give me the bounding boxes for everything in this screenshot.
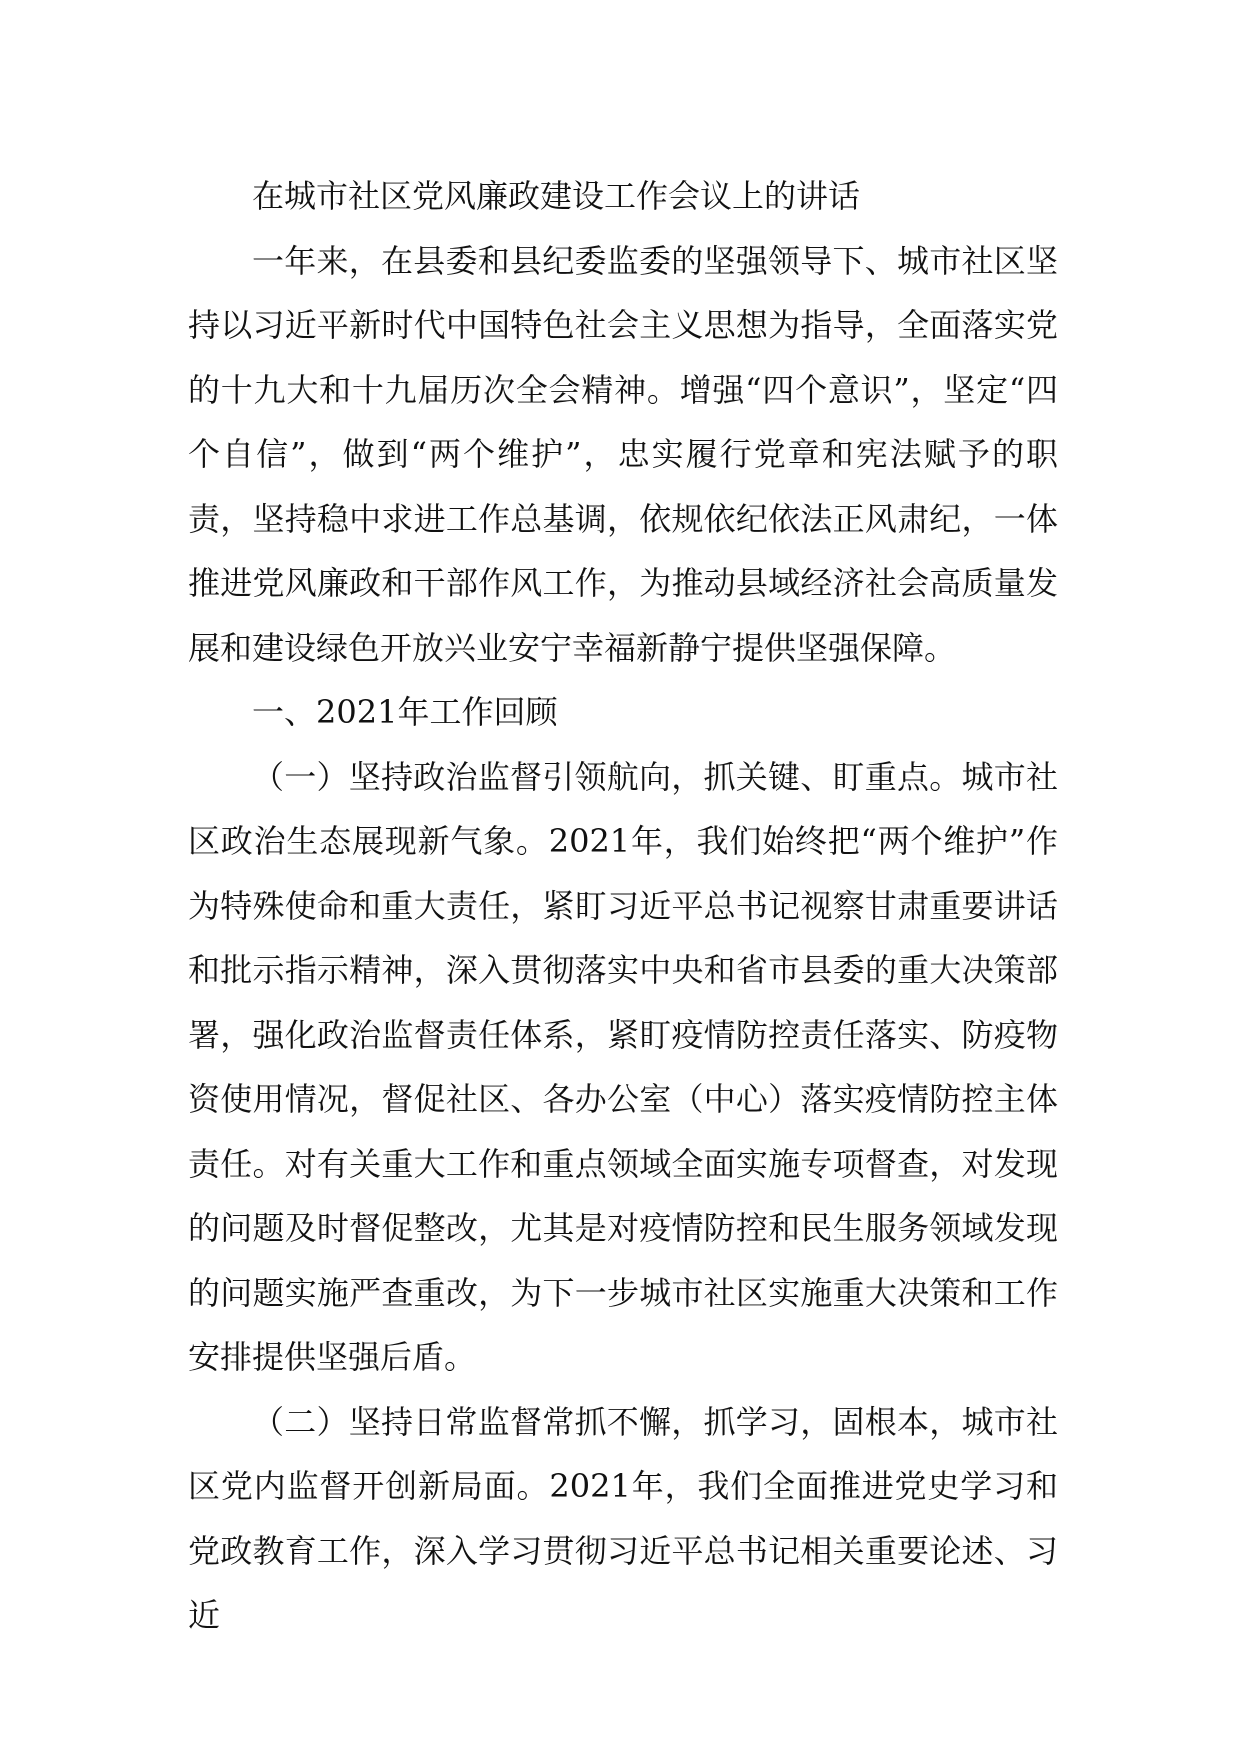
paragraph-political-supervision: （一）坚持政治监督引领航向，抓关键、盯重点。城市社区政治生态展现新气象。2021年，我们始终把“两个维护”作为特殊使命和重大责任，紧盯习近平总书记视察甘肃重要讲话和批示指示精神，深入贯彻落实中央和省市县委的重大决策部署，强化政治监督责任体系，紧盯疫情防控责任落实、防疫物资使用情况，督促社区、各办公室（中心）落实疫情防控主体责任。对有关重大工作和重点领域全面实施专项督查，对发现的问题及时督促整改，尤其是对疫情防控和民生服务领域发现的问题实施严查重改，为下一步城市社区实施重大决策和工作安排提供坚强后盾。 bbox=[188, 757, 1058, 1376]
document-body bbox=[188, 164, 1058, 1648]
section-heading-review: 一、2021年工作回顾 bbox=[252, 693, 558, 731]
document-title: 在城市社区党风廉政建设工作会议上的讲话 bbox=[252, 177, 861, 215]
paragraph-intro: 一年来，在县委和县纪委监委的坚强领导下、城市社区坚持以习近平新时代中国特色社会主义思想为指导，全面落实党的十九大和十九届历次全会精神。增强“四个意识”，坚定“四个自信”，做到“两个维护”，忠实履行党章和宪法赋予的职责，坚持稳中求进工作总基调，依规依纪依法正风肃纪，一体推进党风廉政和干部作风工作，为推动县域经济社会高质量发展和建设绿色开放兴业安宁幸福新静宁提供坚强保障。 bbox=[188, 241, 1058, 667]
paragraph-daily-supervision: （二）坚持日常监督常抓不懈，抓学习，固根本，城市社区党内监督开创新局面。2021年，我们全面推进党史学习和党政教育工作，深入学习贯彻习近平总书记相关重要论述、习近 bbox=[188, 1402, 1058, 1634]
